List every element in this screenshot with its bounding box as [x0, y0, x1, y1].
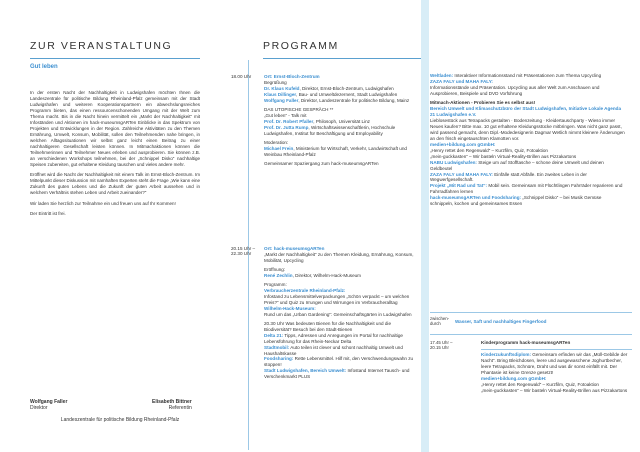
program-line: ZAZA FALY und MAHA FALY: Einfälle statt Abfälle. Ein zweites Leben in der Wegwerfgesellschaft.	[430, 171, 587, 183]
program-line: Rund um das „Urban Gardening“: Gemeinschaftsgärten in Ludwigshafen	[264, 311, 412, 317]
program-line: Delta 21: Tipps, Adressen und Anregungen im Portal für nachhaltige Lebensführung für das Rhein-Neckar Delta	[264, 332, 403, 344]
program-line: Weltladen: Interaktiver Informationsstand mit Präsentationen zum Thema Upcycling	[430, 73, 602, 78]
program-line: 20.30 Uhr Was bedeuten Bienen für die Nachhaltigkeit und die Biodiversität? Besuch bei den Stadt-Bienen	[264, 320, 392, 332]
program-line-lead: Stadtmobil:	[264, 344, 290, 350]
program-line: Programm:	[264, 281, 287, 287]
signer-1	[30, 399, 67, 411]
program-line-lead: ZAZA FALY und MAHA FALY:	[430, 171, 493, 177]
program-line: Bereich Umwelt und Klimaschutzbüro der Stadt Ludwigshafen, Initiative Lokale Agenda 21 Ludwigshafen e.V.	[430, 105, 622, 117]
slot3-time: 17.45 Uhr – 20.15 Uhr	[430, 340, 453, 350]
between-time: zwischen-durch	[430, 316, 450, 326]
slot-block	[264, 74, 414, 167]
divider	[430, 334, 632, 335]
section-heading: ZUR VERANSTALTUNG	[30, 40, 173, 52]
program-line: „mein-guckkasten“ – Wir basteln Virtual-Reality-Brillen aus Pizzakartons	[430, 153, 577, 159]
market-continued	[430, 73, 625, 207]
program-heading-rule	[263, 58, 421, 59]
program-line: René Zechlin, Direktor, Wilhelm-Hack-Museum	[264, 272, 361, 278]
program-line-lead: NABU Ludwigshafen:	[430, 159, 477, 165]
intro-paragraph: Der Eintritt ist frei.	[30, 211, 66, 217]
program-line: Mitmach-Aktionen - Probieren Sie es selbst aus!	[430, 99, 536, 105]
column-separator-bar	[421, 0, 429, 452]
slot-block	[264, 246, 414, 380]
intro-column	[0, 0, 212, 452]
program-line-lead: Dr. Klaus Kufeld	[264, 85, 300, 91]
intro-paragraph: Wir laden Sie herzlich zur Teilnahme ein und freuen uns auf Ihr Kommen!	[30, 200, 176, 206]
program-line-lead: Michael Frein	[264, 145, 294, 151]
program-line-lead: Stadt Ludwigshafen, Bereich Umwelt:	[264, 368, 347, 374]
program-line: ZAZA FALY und MAHA FALY:	[430, 78, 493, 84]
program-line: hack-museumsgARTen und Foodsharing: „Schnippel Disko“ – bei Musik Gemüse schnippeln, kochen und gemeinsames Essen	[430, 195, 602, 207]
between-text	[455, 319, 546, 325]
institution-name: Landeszentrale für politische Bildung Rheinland-Pfalz	[60, 417, 180, 423]
program-line-lead: Kinderzukunftsdiplom:	[481, 352, 532, 357]
program-line: DAS UTOPISCHE GESPRÄCH **	[264, 106, 334, 112]
program-line-lead: Klaus Dillinger	[264, 91, 297, 97]
signer-name: Elisabeth Bittner	[152, 399, 192, 405]
divider	[430, 312, 632, 313]
program-line: Eröffnung:	[264, 266, 286, 272]
program-line: Prof. Dr. Robert Pfaller, Philosoph, Universität Linz	[264, 118, 370, 124]
program-heading: PROGRAMM	[263, 40, 339, 52]
program-line: Stadtmobil: Auto teilen ist clever und schont nachhaltig Umwelt und Haushaltskasse	[264, 344, 403, 356]
signer-role: Direktor	[30, 405, 48, 411]
slot-time: 18.00 Uhr	[231, 74, 252, 79]
between-label: Wasser, Saft und nachhaltiges Fingerfood	[455, 319, 547, 324]
program-line-lead: Prof. Dr. Jutta Rump	[264, 124, 309, 130]
kids-program	[481, 352, 631, 394]
slot3-title: Kinderprogramm hack-museumsgARTen	[481, 340, 571, 345]
program-line: Michael Frein, Ministerium für Wirtschaft, Verkehr, Landwirtschaft und Weinbau Rheinland-Pfalz	[264, 145, 407, 157]
program-line: Infostand zu Lebensmittelverpackungen „Schön verpackt – um welchen Preis?“ und Quiz zu Irrungen und Wirrungen im Verbraucheralltag	[264, 293, 410, 305]
program-line: „Markt der Nachhaltigkeit“ zu den Themen Kleidung, Ernährung, Konsum, Mobilität, Upcycling	[264, 251, 414, 263]
slot-time: 20.15 Uhr – 22.30 Uhr	[231, 246, 256, 256]
program-line: Dr. Klaus Kufeld, Direktor, Ernst-Bloch-Zentrum, Ludwigshafen	[264, 85, 394, 91]
program-line: Begrüßung	[264, 79, 287, 85]
program-line: „Gut leben“ - Talk mit	[264, 112, 307, 118]
program-line: „mein-guckkasten“ – Wir basteln Virtual-Reality-Brillen aus Pizzakartons	[481, 387, 628, 393]
program-line-lead: Weltladen:	[430, 73, 454, 78]
program-line: Kinderzukunftsdiplom: Gemeinsam erfinden wir das „Müll-Gebilde der Nacht“. Bring Bleichdosen, leere und ausgewaschene Joghurtbecher, leere Tetrapacks, Schnüre, Draht und was dir sonst einfällt mit. Der Phantasie ist keine Grenze gesetzt!	[481, 352, 628, 375]
program-line: medien+bildung.com gGmbH:	[430, 141, 496, 147]
program-line: Wilhelm-Hack-Museum:	[264, 305, 316, 311]
program-line: Foodsharing: Rette Lebensmittel. Hilf mit, den Verschwendungswahn zu stoppen!	[264, 356, 414, 368]
program-line: Stadt Ludwigshafen, Bereich Umwelt: Infostand Internet Tausch- und Verschenkmarkt PLUS	[264, 368, 410, 380]
program-line: Gemeinsamer Spaziergang zum hack-museumsgARTen	[264, 160, 379, 166]
signer-role: Referentin	[168, 405, 192, 411]
program-line-lead: Prof. Dr. Robert Pfaller	[264, 118, 314, 124]
program-line-lead: René Zechlin	[264, 272, 293, 278]
program-line-lead: hack-museumsgARTen und Foodsharing:	[430, 195, 522, 201]
program-line: Ort: Ernst-Bloch-Zentrum	[264, 74, 320, 79]
program-line: Prof. Dr. Jutta Rump, Wirtschaftswissenschaftlerin, Hochschule Ludwigshafen, Institut für Beschäftigung und Employability	[264, 124, 396, 136]
program-line: Moderation:	[264, 139, 289, 145]
program-line: Ort: hack-museumsgARTen	[264, 246, 325, 251]
signer-2	[152, 399, 192, 411]
program-line: Verbraucherzentrale Rheinland-Pfalz:	[264, 287, 346, 293]
heading-rule	[30, 58, 200, 59]
program-line: NABU Ludwigshafen: Steige um auf Stofftasche – schone deine Umwelt und deinen Geldbeutel	[430, 159, 604, 171]
program-line: medien+bildung.com gGmbH:	[481, 375, 547, 381]
program-line-lead: Wolfgang Faller	[264, 97, 299, 103]
intro-text	[30, 90, 200, 222]
intro-subtitle: Gut leben	[30, 64, 58, 70]
program-line-lead: Delta 21:	[264, 332, 284, 338]
divider	[481, 349, 632, 350]
signer-name: Wolfgang Faller	[30, 399, 68, 405]
program-line: Lieblosestück aus Tetrapacks gestalten · Bodenzeitung · Kleidertauschparty - Wieso immer Neues kaufen? Bitte max. 10 gut erhaltene Kleidungsstücke mitbringen. Was nicht ganz passt, wird passend gemacht, denn Dipl.-Modedesignerin Dagmar Wetlich nimmt kleinere Änderungen an den frisch eingetauschten Klamotten vor.	[430, 117, 625, 141]
program-line: „Henry rettet den Regenwald“ – Kurzfilm, Quiz, Fotoaktion	[481, 381, 599, 387]
program-line: Klaus Dillinger, Bau- und Umweltdezernent, Stadt Ludwigshafen	[264, 91, 398, 97]
program-line-lead: Foodsharing:	[264, 356, 294, 362]
program-line: Projekt „Mit Rad und Tat“: Mobil sein. Gemeinsam mit Flüchtlingen Fahrräder reparieren und Fahrradfahren lernen	[430, 183, 623, 195]
intro-paragraph: Eröffnet wird die Nacht der Nachhaltigkeit mit einem Talk im Ernst-Bloch-Zentrum. Im Mittelpunkt dieser Diskussion mit namhaften Experten steht die Frage „Wie kann eine Zukunft des guten Lebens und die Zukunft der guten Arbeit aussehen und in welchem Verhältnis stehen Leben und Arbeit zueinander?“	[30, 172, 200, 196]
program-line-lead: Projekt „Mit Rad und Tat“:	[430, 183, 488, 189]
intro-paragraph: In der ersten Nacht der Nachhaltigkeit in Ludwigshafen möchten Ihnen die Landeszentrale für politische Bildung Rheinland-Pfalz gemeinsam mit der Stadt Ludwigshafen und weiteren Kooperationspartnern ein abwechslungsreiches Programm bieten, das einen ressourcenschonenden Umgang mit der Welt zum Thema macht. Bis in die Nacht hinein vermittelt ein „Markt der Nachhaltigkeit“ mit Infoständen und Aktionen im hack-museumsgARTen Einblicke in das Spektrum von Projekten und Entwicklungen in der Region. Zahlreiche Aktivitäten zu den Themen Ernährung, Umwelt, Konsum, Mobilität, sollen den Teilnehmenden nahe bringen, in welchen Alltagssituationen wir selbst ganz leicht einen Beitrag zu einer nachhaltigeren Gesellschaft leisten können. In Mitmachaktionen können die Teilnehmerinnen und Teilnehmer Neues erleben und ausprobieren. Sie können z.B. an verschiedenen Workshops teilnehmen, bei der „Schnippel Disko“ nachhaltige Speisen zubereiten, gut erhaltene Kleidung tauschen und vieles andere mehr.	[30, 90, 200, 167]
program-line: Informationsstände und Präsentation. Upcycling aus aller Welt zum Anschauen und Ausprobieren, Beispiele und DVD Vorführung	[430, 84, 600, 96]
program-line: Wolfgang Faller, Direktor, Landeszentrale für politische Bildung, Mainz	[264, 97, 410, 103]
program-line: „Henry rettet den Regenwald“ – Kurzfilm, Quiz, Fotoaktion	[430, 147, 548, 153]
